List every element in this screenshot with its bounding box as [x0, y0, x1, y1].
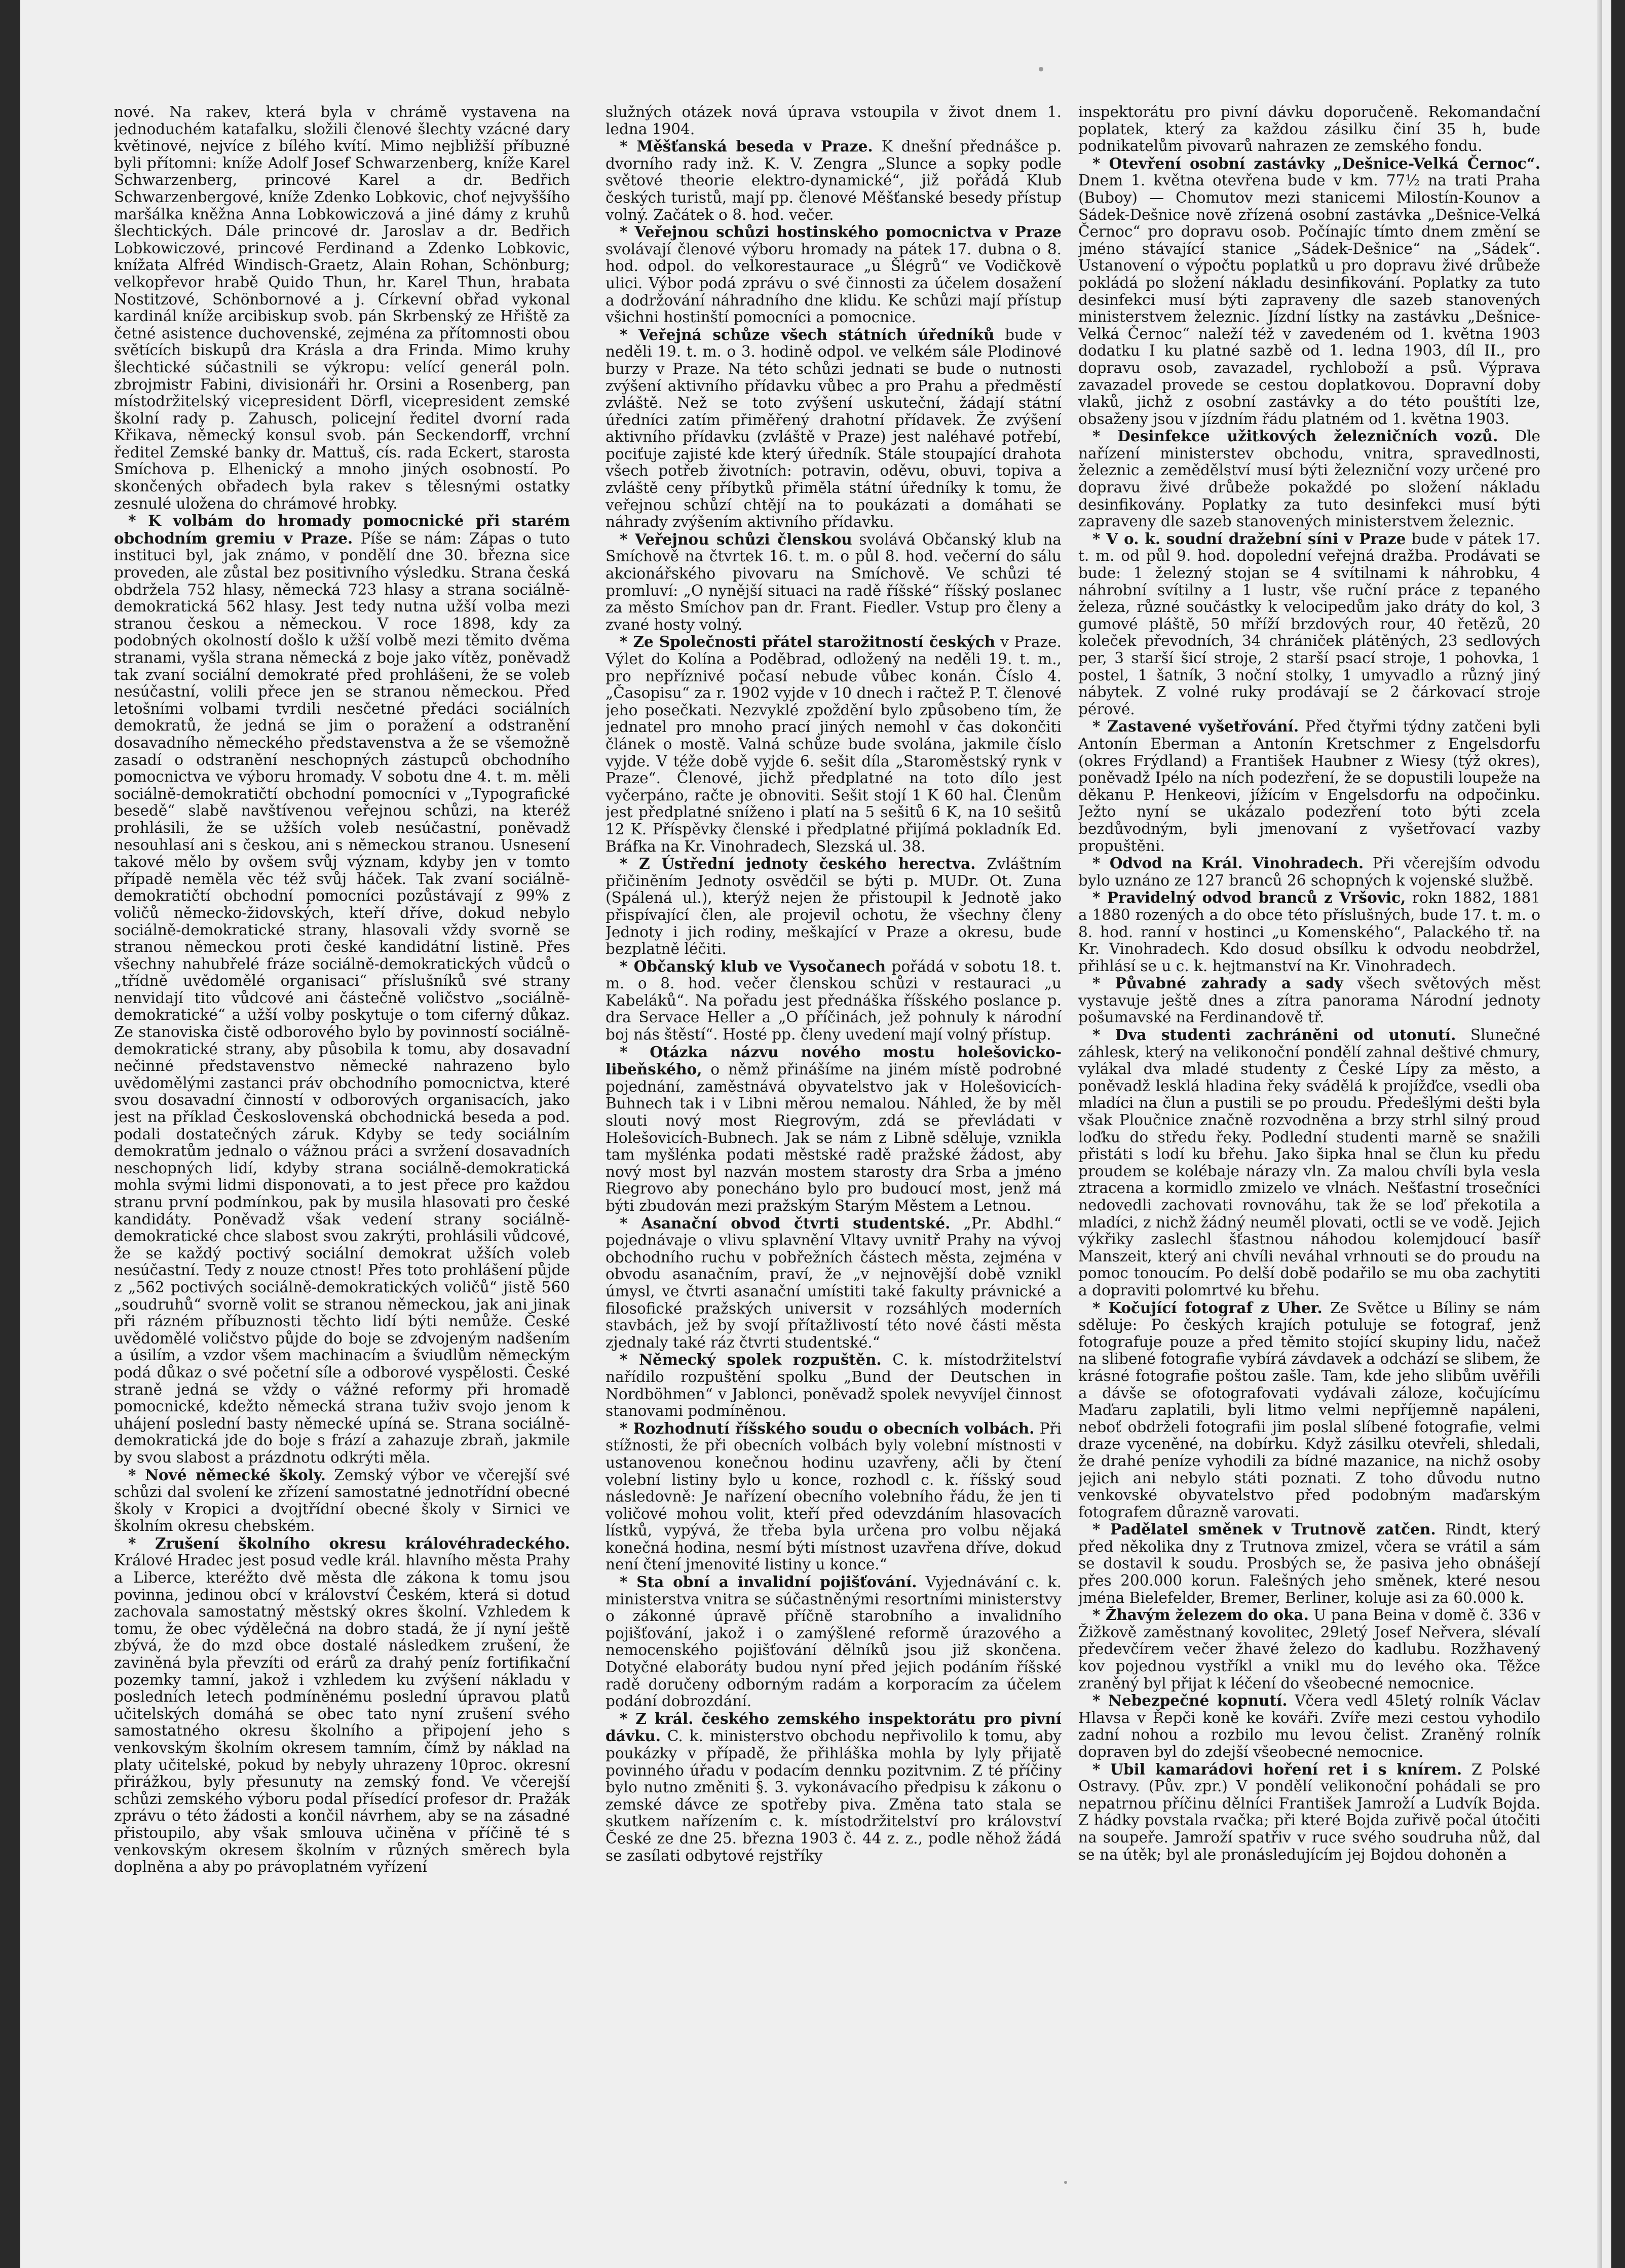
article: * Půvabné zahrady a sady všech světových měst vystavuje ještě dnes a zítra panorama Národní jednoty pošumavské na Ferdinandově tř. [1078, 974, 1540, 1026]
article-heading: * Zastavené vyšetřování. [1092, 717, 1299, 736]
article-heading: * Zrušení školního okresu královéhradeckého. [128, 1534, 570, 1552]
article: * V o. k. soudní dražební síni v Praze bude v pátek 17. t. m. od půl 9. hod. dopolední veřejná dražba. Prodávati se bude: 1 železný stojan se 4 svítilnami k náhrobku, 4 náhrobní svítilny a 1 lustr, vše ruční práce z tepaného železa, různé součástky k velocipedům jako dráty do kol, 3 gumové pláště, 50 mříží brzdových rour, 40 řetězů, 20 koleček převodních, 34 chrániček plátěných, 23 sedlových per, 3 starší šicí stroje, 2 starší psací stroje, 1 pohovka, 1 postel, 1 šatník, 3 noční stolky, 1 umyvadlo a různý jiný nábytek. Z volné ruky prodávají se 2 čárkovací stroje pérové. [1078, 529, 1540, 718]
article: * Ubil kamarádovi hoření ret i s knírem. Z Polské Ostravy. (Pův. zpr.) V pondělí velikonoční pohádali se pro nepatrnou příčinu dělníci František Jamroží a Ludvík Bojda. Z hádky povstala rvačka; při které Bojda zuřivě počal útočiti na soupeře. Jamroží spatřiv v ruce svého soudruha nůž, dal se na útěk; byl ale pronásledujícím jej Bojdou dohoněn a [1078, 1760, 1540, 1863]
article-heading: * Asanační obvod čtvrti studentské. [620, 1214, 951, 1232]
article-heading: * K volbám do hromady pomocnické při starém obchodním gremiu v Praze. [114, 512, 570, 547]
article-heading: * Dva studenti zachráněni od utonutí. [1092, 1026, 1456, 1044]
article: * Rozhodnutí říšského soudu o obecních volbách. Při stížnosti, že při obecních volbách byly volební místnosti v ustanovenou konečnou hodinu uzavřeny, ačli by čtení volební listiny bylo u konce, rozhodl c. k. říšský soud následovně: Je nařízení obecního volebního řádu, že jen ti voličové mohou volit, kteří před odevzdáním hlasovacích lístků, vypývá, že třeba byla určena pro volbu nějaká konečná hodina, nesmí býti místnost uzavřena dříve, dokud není čtení jmenovité listiny u konce.“ [606, 1419, 1062, 1573]
article-heading: * Veřejnou schůzi hostinského pomocnictva v Praze [620, 223, 1062, 241]
article: * Asanační obvod čtvrti studentské. „Pr. Abdhl.“ pojednávaje o vlivu splavnění Vltavy uvnitř Prahy na vývoj obchodního ruchu v pobřežních částech města, zejména v obvodu asanačním, praví, že „v nejnovější době vznikl úmysl, ve čtvrti asanační umístiti také fakulty právnické a filosofické pražských universit v rozsáhlých moderních stavbách, jež by svojí přítažlivostí této nové části města zjednaly také ráz čtvrti studentské.“ [606, 1214, 1062, 1351]
column-1 [114, 104, 570, 2135]
article-heading: * Žhavým železem do oka. [1092, 1606, 1309, 1624]
article-heading: * Německý spolek rozpuštěn. [620, 1351, 882, 1369]
article: * Otevření osobní zastávky „Dešnice-Velká Černoc“. Dnem 1. května otevřena bude v km. 77½ na trati Praha (Buboy) — Chomutov mezi stanicemi Milostín-Kounov a Sádek-Dešnice nově zřízená osobní zastávka „Dešnice-Velká Černoc“ pro dopravu osob. Počínajíc tímto dnem změní se jméno stávající stanice „Sádek-Dešnice“ na „Sádek“. Ustanovení o výpočtu poplatků u pro dopravu živé drůbeže pokládá po složení nákladu desinfikování. Poplatky za tuto desinfekci musí býti zapraveny dle sazeb stanovených ministerstvem železnic. Jízdní lístky na zastávku „Dešnice-Velká Černoc“ naleží též v zavedeném od 1. května 1903 dodatku I ku platné sazbě od 1. ledna 1903, díl II., pro dopravu osob, zavazadel, rychloboží a psů. Výprava zavazadel provede se cestou doplatkovou. Dopravní doby vlaků, jichž z osobní zastávky a do této pouštíti lze, obsaženy jsou v jízdním řádu platném od 1. května 1903. [1078, 154, 1540, 428]
newspaper-page [20, 0, 1611, 2268]
article-heading: * Ubil kamarádovi hoření ret i s knírem. [1092, 1760, 1462, 1778]
article-heading: * Otevření osobní zastávky „Dešnice-Velká Černoc“. [1092, 154, 1540, 172]
article: nové. Na rakev, která byla v chrámě vystavena na jednoduchém katafalku, složili členové šlechty vzácné dary květinové, nejvíce z bílého kvítí. Mimo nejbližší příbuzné byli přítomni: kníže Adolf Josef Schwarzenberg, kníže Karel Schwarzenberg, princové Karel a dr. Bedřich Schwarzenbergové, kníže Zdenko Lobkovic, choť nejvyššího maršálka kněžna Anna Lobkowiczová a jiné dámy z kruhů šlechtických. Dále princové dr. Jaroslav a dr. Bedřich Lobkowiczové, princové Ferdinand a Zdenko Lobkovic, knížata Alfréd Windisch-Graetz, Alain Rohan, Schönburg; velkopřevor hrabě Quido Thun, hr. Karel Thun, hrabata Nostitzové, Schönbornové a j. Církevní obřad vykonal kardinál kníže arcibiskup svob. pán Skrbenský ze Hřiště za četné asistence duchovenské, zejména za přítomnosti obou světících biskupů dra Krásla a dra Frinda. Mimo kruhy šlechtické súčastnili se výkropu: velící generál poln. zbrojmistr Fabini, divisionáři hr. Orsini a Rosenberg, pan místodržitelský vicepresident Dörfl, vicepresident zemské školní rady p. Zahusch, policejní ředitel dvorní rada Křikava, německý konsul svob. pán Seckendorff, vrchní ředitel Zemské banky dr. Mattuš, cís. rada Eckert, starosta Smíchova p. Elhenický a mnoho jiných osobností. Po skončených obřadech byla rakev s tělesnými ostatky zesnulé uložena do chrámové hrobky. [114, 104, 570, 512]
article: * Občanský klub ve Vysočanech pořádá v sobotu 18. t. m. o 8. hod. večer členskou schůzi v restauraci „u Kabeláků“. Na pořadu jest přednáška říšského poslance p. dra Servace Heller a „O příčinách, jež pohnuly k národní boj nás štěstí“. Hosté pp. členy uvedení mají volný přístup. [606, 957, 1062, 1044]
article: * Veřejnou schůzi členskou svolává Občanský klub na Smíchově na čtvrtek 16. t. m. o půl 8. hod. večerní do sálu akcionářského pivovaru na Smíchově. Ve schůzi té promluví: „O nynější situaci na radě říšské“ říšský poslanec za město Smíchov pan dr. Frant. Fiedler. Vstup pro členy a zvané hosty volný. [606, 530, 1062, 633]
article-heading: * Veřejná schůze všech státních úředníků [620, 325, 995, 343]
article: * Pravidelný odvod branců z Vršovic, rokn 1882, 1881 a 1880 rozených a do obce této příslušných, bude 17. t. m. o 8. hod. ranní v hostinci „u Komenského“, Palackého tř. na Kr. Vinohradech. Kdo dosud obsílku k odvodu neobdržel, přihlásí se u c. k. hejtmanství na Kr. Vinohradech. [1078, 889, 1540, 975]
column-2 [606, 104, 1062, 2135]
article-heading: * Veřejnou schůzi členskou [620, 530, 852, 548]
scan-speck [1039, 67, 1043, 71]
article: * Veřejnou schůzi hostinského pomocnictva v Praze svolávají členové výboru hromady na pátek 17. dubna o 8. hod. odpol. do velkorestaurace „u Šlégrů“ ve Vodičkově ulici. Výbor podá zprávu o své činnosti za účelem dosažení a dodržování náhradního dne klidu. Ke schůzi mají přístup všichni hostinští pomocníci a pomocnice. [606, 223, 1062, 326]
article: služných otázek nová úprava vstoupila v život dnem 1. ledna 1904. [606, 104, 1062, 138]
article-heading: * Z král. českého zemského inspektorátu pro pivní dávku. [606, 1709, 1062, 1745]
article-heading: * Z Ústřední jednoty českého herectva. [620, 855, 976, 873]
article: * Žhavým železem do oka. U pana Beina v domě č. 336 v Žižkově zaměstnaný kovolitec, 29letý Josef Neřvera, slévalí předevčírem večer žhavé železo do kadlubu. Rozžhavený kov pojednou vystříkl a vnikl mu do levého oka. Těžce zraněný byl přijat k léčení do všeobecné nemocnice. [1078, 1606, 1540, 1692]
article: * Veřejná schůze všech státních úředníků bude v neděli 19. t. m. o 3. hodině odpol. ve velkém sále Plodinové burzy v Praze. Na této schůzi jednati se bude o nutnosti zvýšení aktivního přídavku vůbec a pro Prahu a předměstí zvláště. Než se toto zvýšení uskuteční, žádají státní úředníci zatím přiměřený drahotní přídavek. Že zvýšení aktivního přídavku (zvláště v Praze) jest naléhavé potřebí, pociťuje zajisté kde který úředník. Stále stoupající drahota všech potřeb životních: potravin, oděvu, obuvi, topiva a zvláště ceny příbytků přiměla státní úředníky k tomu, že veřejnou schůzí chtějí na to poukázati a domáhati se náhrady zvýšením aktivního přídavku. [606, 325, 1062, 531]
article-heading: * Odvod na Král. Vinohradech. [1092, 854, 1364, 872]
article: * Měšťanská beseda v Praze. K dnešní přednášce p. dvorního rady inž. K. V. Zengra „Slunce a sopky podle světové theorie elektro-dynamické“, již pořádá Klub českých turistů, mají pp. členové Měšťanské besedy přístup volný. Začátek o 8. hod. večer. [606, 137, 1062, 223]
article: * Kočující fotograf z Uher. Ze Světce u Bíliny se nám sděluje: Po českých krajích potuluje se fotograf, jenž fotografuje pouze a před těmito stojící skupiny lidu, načež na slibené fotografie vybírá závdavek a odchází se slibem, že krásné fotografie poštou zašle. Tam, kde jeho slibům uvěřili a dávše se ofotografovati vydávali záloze, kočujícímu Maďaru zaplatili, byli litmo velmi nepříjemně napáleni, neboť obdrželi fotografii jim poslal slíbené fotografie, velmi draze vyceněné, na dobírku. Když zásilku otevřeli, shledali, že drahé peníze vyhodili za bídné mazanice, na nichž osoby jejich ani nebylo státi poznati. Z toho důvodu nutno venkovské obyvatelstvo před podobným maďarským fotografem důrazně varovati. [1078, 1298, 1540, 1521]
article: * Zastavené vyšetřování. Před čtyřmi týdny zatčeni byli Antonín Eberman a Antonín Kretschmer z Engelsdorfu (okres Frýdland) a František Haubner z Wiesy (týž okres), poněvadž Ipélo na ních podezření, že se dopustili loupeže na děkanu P. Henkeovi, jížícím v Engelsdorfu na odpočinku. Ježto nyní se ukázalo podezření toto býti zcela bezdůvodným, byli jmenovaní z vyšetřovací vazby propuštěni. [1078, 717, 1540, 855]
article-heading: * Kočující fotograf z Uher. [1092, 1298, 1322, 1317]
scan-speck [1064, 2181, 1067, 2184]
article-heading: * Rozhodnutí říšského soudu o obecních volbách. [620, 1419, 1035, 1437]
article-heading: * Občanský klub ve Vysočanech [620, 957, 886, 975]
article-heading: * Měšťanská beseda v Praze. [620, 137, 873, 156]
article-heading: * Desinfekce užitkových železničních vozů. [1092, 427, 1498, 445]
article: * Nebezpečné kopnutí. Včera vedl 45letý rolník Václav Hlavsa v Řepči koně ke kováři. Zvíře mezi cestou vyhodilo zadní nohou a rozbilo mu levou čelist. Zraněný rolník dopraven byl do zdejší všeobecné nemocnice. [1078, 1692, 1540, 1760]
article: * Padělatel směnek v Trutnově zatčen. Rindt, který před několika dny z Trutnova zmizel, včera se vrátil a sám se dostavil k soudu. Prosbých se, že pasiva jeho obnášejí přes 200.000 korun. Falešných jeho směnek, které nesou jména Bielefelder, Bremer, Berliner, koluje asi za 60.000 k. [1078, 1520, 1540, 1606]
article: * Dva studenti zachráněni od utonutí. Slunečné záhlesk, který na velikonoční pondělí zahnal deštivé chmury, vylákal dva mladé studenty z České Lípy za město, a poněvadž lesklá hladina řeky svádělá k projížďce, vsedli oba mladíci na člun a pustili se po proudu. Předešlými dešti byla však Ploučnice značně rozvodněna a brzy strhl silný proud loďku do středu řeky. Podlední studenti marně se snažili přistáti s lodí ku břehu. Jako šipka hnal se člun ku předu proudem se kolébaje nárazy vln. Za malou chvíli byla vesla ztracena a kormidlo zmizelo ve vlnách. Nešťastní trosečníci nedovedli zachovati rovnováhu, tak že se loď překotila a mladíci, z nichž žádný neuměl plovati, octli se ve vodě. Jejich výkřiky zaslechl šťastnou náhodou kolemjdoucí basíř Manszeit, který ani chvíli neváhal vrhnouti se do proudu na pomoc tonoucím. Po delší době podařilo se mu oba zachytiti a dopraviti polomrtvé ku břehu. [1078, 1026, 1540, 1299]
article-heading: * V o. k. soudní dražební síni v Praze [1092, 529, 1406, 548]
article-heading: * Půvabné zahrady a sady [1092, 974, 1343, 992]
article: * Zrušení školního okresu královéhradeckého. Králové Hradec jest posud vedle král. hlavního města Prahy a Liberce, kteréžto dvě města dle zákona k tomu jsou povinna, jedinou obcí v království Českém, která si dotud zachovala samostatný městský okres školní. Vzhledem k tomu, že obec výdělečná na dobro stadá, že jí nyní ještě zbývá, že do mzd obce dostalé následkem zrušení, že zaviněná byla převzíti od erárů za drahý peníz fortifikační pozemky tamní, jakož i vzhledem ku zvýšení nákladu v posledních letech podmíněnému poslední úpravou platů učitelských domáhá se obec tato nyní zrušení svého samostatného okresu školního a připojení jeho s venkovským školním okresem tamním, čímž by náklad na platy učitelské, pokud by nebyly uhrazeny 10proc. okresní přirážkou, byly přesunuty na zemský fond. Ve včerejší schůzi zemského výboru podal přísedící profesor dr. Pražák zprávu o této žádosti a končil návrhem, aby se na zásadné přistoupilo, aby však smlouva učiněna v příčině té s venkovským okresem školním v různých směrech byla doplněna a aby po právoplatném vyřízení [114, 1534, 570, 1876]
article: * Ze Společnosti přátel starožitností českých v Praze. Výlet do Kolína a Poděbrad, odložený na neděli 19. t. m., pro nepříznivé počasí nebude vůbec konán. Číslo 4. „Časopisu“ za r. 1902 vyjde v 10 dnech i račtež P. T. členové jeho posečkati. Nezvyklé zpoždění bylo způsobeno tím, že jednatel pro mnoho prací jiných nemohl v čas dokončiti článek o mostě. Valná schůze bude svolána, jakmile číslo vyjde. V téže době vyjde 6. sešit díla „Staroměstský rynk v Praze“. Členové, jichž předplatné na toto dílo jest vyčerpáno, račte je obnoviti. Sešit stojí 1 K 60 hal. Členům jest předplatné sníženo i platí na 5 sešitů 6 K, na 10 sešitů 12 K. Příspěvky členské i předplatné přijímá pokladník Ed. Bráfka na Kr. Vinohradech, Slezská ul. 38. [606, 633, 1062, 855]
article-heading: * Sta obní a invalidní pojišťování. [620, 1573, 917, 1591]
article-heading: * Nové německé školy. [128, 1466, 326, 1484]
article: * Nové německé školy. Zemský výbor ve včerejší své schůzi dal svolení ke zřízení samostatné jednotřídní obecné školy v Kropici a dvojtřídní obecné školy v Sirnici ve školním okresu chebském. [114, 1466, 570, 1535]
article: * Desinfekce užitkových železničních vozů. Dle nařízení ministerstev obchodu, vnitra, spravedlnosti, železnic a zemědělství musí býti železniční vozy určené pro dopravu živé drůbeže pokaždé po složení nákladu desinfikovány. Poplatky za tuto desinfekci musí býti zapraveny dle sazeb stanovených ministerstvem železnic. [1078, 427, 1540, 530]
article: * Odvod na Král. Vinohradech. Při včerejším odvodu bylo uznáno ze 127 branců 26 schopných k vojenské službě. [1078, 854, 1540, 889]
article-heading: * Nebezpečné kopnutí. [1092, 1692, 1288, 1710]
article: inspektorátu pro pivní dávku doporučeně. Rekomandační poplatek, který za každou zásilku činí 35 h, bude podnikatelům pivovarů nahrazen ze zemského fondu. [1078, 104, 1540, 155]
article: * Otázka názvu nového mostu holešovicko-libeňského, o němž přinášíme na jiném místě podrobné pojednání, zaměstnává obyvatelstvo jak v Holešovicích-Buhnech tak i v Libni měrou nemalou. Náhled, že by měl slouti nový most Riegrovým, zdá se převládati v Holešovicích-Bubnech. Jak se nám z Libně sděluje, vznikla tam myšlénka podati městské radě pražské žádost, aby nový most byl nazván mostem starosty dra Srba a jméno Riegrovo aby ponecháno bylo pro budoucí most, jenž má býti zbudován mezi pražským Starým Městem a Letnou. [606, 1043, 1062, 1214]
article: * Německý spolek rozpuštěn. C. k. místodržitelství nařídilo rozpuštění spolku „Bund der Deutschen in Nordböhmen“ v Jablonci, poněvadž spolek nevyvíjel činnost stanovami podmíněnou. [606, 1351, 1062, 1420]
article: * Z král. českého zemského inspektorátu pro pivní dávku. C. k. ministerstvo obchodu nepřivolilo k tomu, aby poukázky v případě, že přihláška mohla by lyly přijatě povinného úřadu v podacím dennku pozitvnim. Z té příčiny bylo nutno změniti §. 3. vykonávacího předpisu k zákonu o zemské dávce ze spotřeby piva. Změna tato stala se skutkem nařízením c. k. místodržitelství pro království České ze dne 25. března 1903 č. 44 z. z., podle něhož žádá se zasílati odbytové rejstříky [606, 1709, 1062, 1864]
article-heading: * Pravidelný odvod branců z Vršovic, [1092, 889, 1406, 907]
article: * K volbám do hromady pomocnické při starém obchodním gremiu v Praze. Píše se nám: Zápas o tuto instituci byl, jak známo, v pondělí dne 30. března sice proveden, ale zůstal bez positivního výsledku. Strana česká obdržela 752 hlasy, německá 723 hlasy a strana sociálně-demokratická 562 hlasy. Jest tedy nutna užší volba mezi stranou českou a německou. V roce 1898, kdy za podobných okolností došlo k užší volbě mezi těmito dvěma stranami, vyšla strana německá z boje jako vítěz, poněvadž tak zvaní sociální demokraté před prohlášeni, že se voleb nesúčastní, volili přece jen se stranou německou. Před letošními volbami tvrdili nesčetné předáci sociálních demokratů, že jedná se jim o poražení a odstranění dosavadního německého představenstva a že se všemožně zasadí o odstranění neschopných zástupců obchodního pomocnictva ve výboru hromady. V sobotu dne 4. t. m. měli sociálně-demokratičtí obchodní pomocníci v „Typografické besedě“ slabě navštívenou veřejnou schůzi, na kteréž prohlásili, že se užších voleb nesúčastní, poněvadž nesouhlasí ani s českou, ani s německou stranou. Usnesení takové mělo by ovšem svůj význam, kdyby jen v tomto případě neměla věc též svůj háček. Tak zvaní sociálně-demokratičtí obchodní pomocníci pozůstávají z 99% z voličů německo-židovských, kteří dříve, dokud nebylo sociálně-demokratické strany, hlasovali vždy svorně se stranou německou proti české kandidátní listině. Přes všechny nahubřelé fráze sociálně-demokratických vůdců o „třídně uvědomělé organisaci“ příslušníků své strany nenvidají tito vůdcové ani částečně voličstvo „sociálně-demokratické“ a užší volby poskytuje o tom ciferný důkaz. Ze stanoviska čistě odborového bylo by povinností sociálně-demokratické strany, aby působila k tomu, aby dosavadní nečinné představenstvo německé nahrazeno bylo uvědomělými zastanci práv obchodního pomocnictva, které svou dosavadní činností v odborových organisacích, jako jest na příklad Československá obchodnická beseda a pod. podali dostatečných záruk. Kdyby se tedy sociálním demokratům jednalo o vážnou práci a svržení dosavadních neschopných lidí, kdyby strana sociálně-demokratická mohla svými lidmi disponovati, a to jest přece pro každou stranu první podmínkou, pak by musila hlasovati pro české kandidáty. Poněvadž však vedení strany sociálně-demokratické chce slabost svou zakrýti, prohlásili vůdcové, že se každý poctivý sociální demokrat užších voleb nesúčastní. Tedy z nouze ctnost! Přes toto prohlášení půjde z „562 poctivých sociálně-demokratických voličů“ jistě 560 „soudruhů“ svorně volit se stranou německou, jak ani jinak při rázném příbuznosti těchto lidí býti nemůže. České uvědomělé voličstvo půjde do boje se zdvojeným nadšením a úsilím, a vzdor všem machinacím a šviudlům německým podá důkaz o své početní síle a odborové vyspělosti. České straně jedná se vždy o vážné reformy při hromadě pomocnické, kdežto německá strana tuživ svojo jenom k uhájení poslední basty německé upíná se. Strana sociálně-demokratická jde do boje s frází a zahazuje zbraň, jakmile by svou slabost a prázdnotu odkrýti měla. [114, 512, 570, 1466]
article-heading: * Otázka názvu nového mostu holešovicko-libeňského, [606, 1043, 1062, 1079]
article: * Sta obní a invalidní pojišťování. Vyjednávání c. k. ministerstva vnitra se súčastněnými resortními ministerstvy o zákonné úpravě příčně starobního a invalidního pojišťování, jakož i o zamýšlené reformě úrazového a nemocenského pojišťování dělníků jsou již skončena. Dotyčné elaboráty budou nyní před jejich podáním říšské radě doručeny odborným radám a korporacím za účelem podání dobrozdání. [606, 1573, 1062, 1710]
scan-edge [1597, 0, 1602, 2268]
article: * Z Ústřední jednoty českého herectva. Zvláštním přičiněním Jednoty osvědčil se býti p. MUDr. Ot. Zuna (Spálená ul.), kterýž nejen že přistoupil k Jednotě jako přispívající člen, ale projevil ochotu, že všechny členy Jednoty i jich rodiny, meškající v Praze a okresu, bude bezplatně léčiti. [606, 855, 1062, 958]
article-heading: * Padělatel směnek v Trutnově zatčen. [1092, 1520, 1436, 1539]
article-heading: * Ze Společnosti přátel starožitností českých [620, 633, 996, 651]
column-3 [1078, 104, 1540, 2135]
